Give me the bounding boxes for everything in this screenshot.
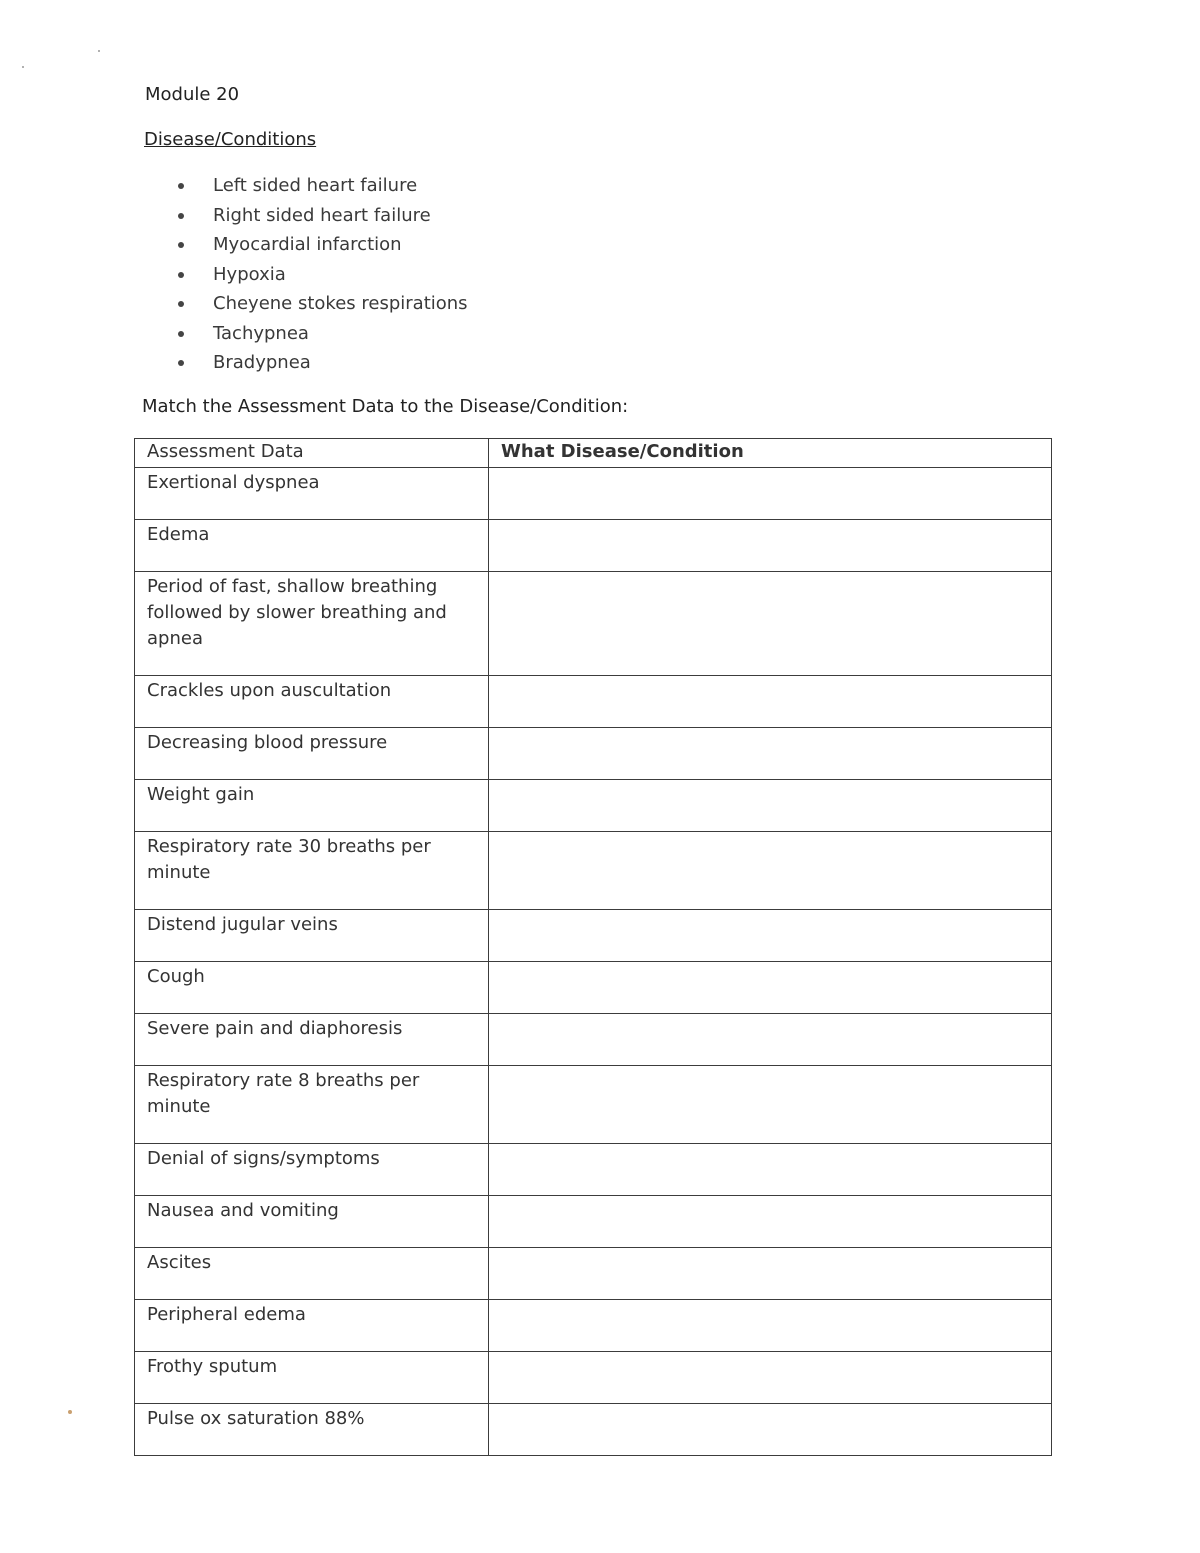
- module-title: Module 20: [145, 84, 240, 105]
- table-row: [135, 962, 1052, 1014]
- condition-label: Cheyene stokes respirations: [213, 293, 468, 314]
- assessment-cell: Respiratory rate 30 breaths per minute: [135, 832, 489, 910]
- scan-speck: [68, 1410, 72, 1414]
- assessment-cell: Ascites: [135, 1248, 489, 1300]
- assessment-cell: Pulse ox saturation 88%: [135, 1404, 489, 1456]
- scan-speck: [98, 50, 100, 52]
- answer-cell[interactable]: [489, 1066, 1052, 1144]
- assessment-cell: Respiratory rate 8 breaths per minute: [135, 1066, 489, 1144]
- condition-item: [175, 322, 468, 352]
- table-row: [135, 1248, 1052, 1300]
- answer-cell[interactable]: [489, 676, 1052, 728]
- table-header-row: [135, 439, 1052, 468]
- condition-item: [175, 204, 468, 234]
- table-row: [135, 728, 1052, 780]
- condition-item: [175, 233, 468, 263]
- section-heading: Disease/Conditions: [144, 129, 317, 150]
- assessment-cell: Nausea and vomiting: [135, 1196, 489, 1248]
- disease-condition-header: What Disease/Condition: [489, 439, 1052, 468]
- condition-item: [175, 174, 468, 204]
- assessment-cell: Exertional dyspnea: [135, 468, 489, 520]
- matching-table: [134, 438, 1052, 1456]
- condition-label: Left sided heart failure: [213, 175, 418, 196]
- bullet-icon: [178, 360, 184, 366]
- assessment-cell: Decreasing blood pressure: [135, 728, 489, 780]
- scan-speck: [22, 66, 24, 68]
- assessment-data-header: Assessment Data: [135, 439, 489, 468]
- table-row: [135, 780, 1052, 832]
- table-row: [135, 1014, 1052, 1066]
- condition-label: Tachypnea: [213, 322, 309, 344]
- assessment-cell: Period of fast, shallow breathing followed by slower breathing and apnea: [135, 572, 489, 676]
- assessment-cell: Weight gain: [135, 780, 489, 832]
- table-row: [135, 1300, 1052, 1352]
- condition-item: [175, 263, 468, 293]
- bullet-icon: [178, 242, 184, 248]
- assessment-cell: Denial of signs/symptoms: [135, 1144, 489, 1196]
- conditions-list: [175, 174, 468, 381]
- bullet-icon: [178, 213, 184, 219]
- answer-cell[interactable]: [489, 780, 1052, 832]
- table-row: [135, 1196, 1052, 1248]
- instructions: Match the Assessment Data to the Disease/Condition:: [142, 396, 629, 417]
- assessment-cell: Peripheral edema: [135, 1300, 489, 1352]
- table-row: [135, 1066, 1052, 1144]
- answer-cell[interactable]: [489, 520, 1052, 572]
- answer-cell[interactable]: [489, 1352, 1052, 1404]
- condition-item: [175, 292, 468, 322]
- answer-cell[interactable]: [489, 728, 1052, 780]
- table-row: [135, 910, 1052, 962]
- answer-cell[interactable]: [489, 1144, 1052, 1196]
- answer-cell[interactable]: [489, 1404, 1052, 1456]
- condition-label: Hypoxia: [213, 263, 286, 285]
- answer-cell[interactable]: [489, 1014, 1052, 1066]
- table-row: [135, 676, 1052, 728]
- answer-cell[interactable]: [489, 910, 1052, 962]
- assessment-cell: Edema: [135, 520, 489, 572]
- condition-label: Bradypnea: [213, 352, 311, 373]
- answer-cell[interactable]: [489, 1196, 1052, 1248]
- assessment-cell: Crackles upon auscultation: [135, 676, 489, 728]
- bullet-icon: [178, 301, 184, 307]
- answer-cell[interactable]: [489, 832, 1052, 910]
- table-row: [135, 1404, 1052, 1456]
- table-row: [135, 1352, 1052, 1404]
- answer-cell[interactable]: [489, 572, 1052, 676]
- bullet-icon: [178, 331, 184, 337]
- table-row: [135, 832, 1052, 910]
- answer-cell[interactable]: [489, 1300, 1052, 1352]
- assessment-cell: Distend jugular veins: [135, 910, 489, 962]
- assessment-cell: Severe pain and diaphoresis: [135, 1014, 489, 1066]
- bullet-icon: [178, 272, 184, 278]
- assessment-cell: Frothy sputum: [135, 1352, 489, 1404]
- answer-cell[interactable]: [489, 962, 1052, 1014]
- condition-label: Right sided heart failure: [213, 204, 431, 226]
- condition-label: Myocardial infarction: [213, 234, 402, 255]
- answer-cell[interactable]: [489, 468, 1052, 520]
- table-row: [135, 468, 1052, 520]
- answer-cell[interactable]: [489, 1248, 1052, 1300]
- table-row: [135, 572, 1052, 676]
- condition-item: [175, 351, 468, 381]
- table-row: [135, 520, 1052, 572]
- assessment-cell: Cough: [135, 962, 489, 1014]
- table-row: [135, 1144, 1052, 1196]
- bullet-icon: [178, 183, 184, 189]
